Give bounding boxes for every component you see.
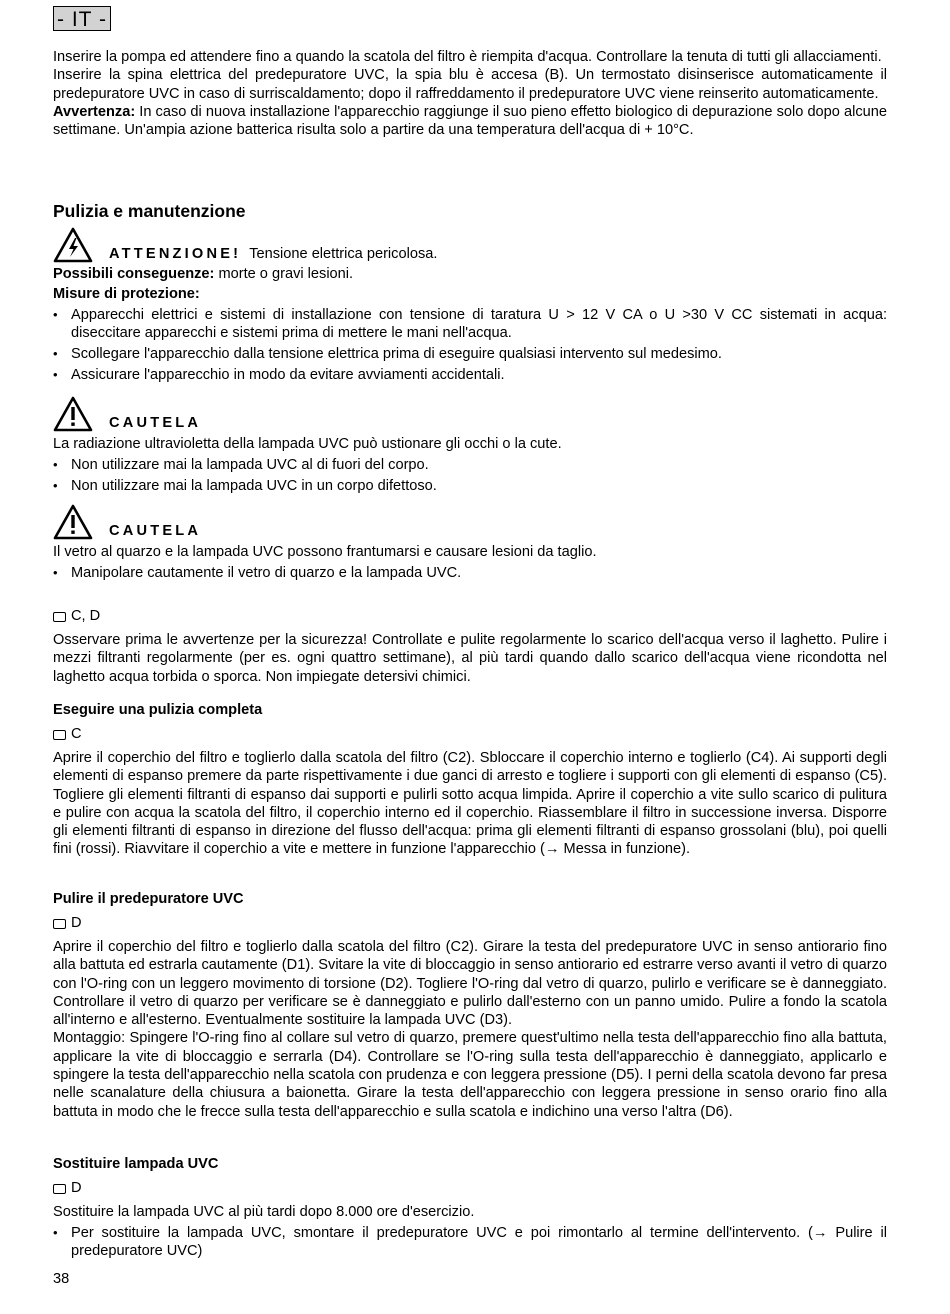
intro-paragraph-3 (53, 103, 887, 140)
figure-reference-label: C, D (71, 607, 101, 624)
caution-signal-word: CAUTELA (109, 415, 202, 431)
list-item: • Apparecchi elettrici e sistemi di installazione con tensione di taratura U > 12 V CA o U >30 V CC sistemati in acqua: diseccitare apparecchi e sistemi prima di mettere le mani nell'acqua. (53, 306, 887, 343)
list-item: • Per sostituire la lampada UVC, smontare il predepuratore UVC e poi rimontarlo al termine dell'intervento. (→ Pulire il predepuratore UVC) (53, 1224, 887, 1261)
section-title: Pulizia e manutenzione (53, 201, 246, 221)
caution-signal-word: CAUTELA (109, 523, 202, 539)
language-tag: - IT - (53, 6, 111, 31)
subsection-title: Sostituire lampada UVC (53, 1156, 219, 1172)
list-item: • Non utilizzare mai la lampada UVC in un corpo difettoso. (53, 477, 887, 495)
figure-reference (53, 607, 887, 625)
full-cleaning-section (53, 701, 887, 859)
figure-reference (53, 725, 887, 743)
page-number: 38 (53, 1271, 70, 1287)
caution-warning-icon (53, 504, 93, 540)
lamp-replace-section (53, 1155, 887, 1260)
list-item: • Assicurare l'apparecchio in modo da evitare avviamenti accidentali. (53, 366, 887, 384)
figure-reference-label: C (71, 725, 82, 742)
general-cleaning-text: Osservare prima le avvertenze per la sicurezza! Controllate e pulite regolarmente lo scarico dell'acqua verso il laghetto. Pulire i mezzi filtranti regolarmente (per es. ogni quattro settimane), al più tardi quando dallo scarico dell'acqua viene ricondotta nel laghetto acqua torbida o sporca. Non impiegate detersivi chimici. (53, 632, 887, 685)
uvc-cleaning-section (53, 890, 887, 1121)
notice-label: Avvertenza: (53, 103, 136, 120)
consequences-text: morte o gravi lesioni. (214, 266, 354, 282)
lamp-replace-list (53, 1224, 887, 1261)
book-icon (53, 1184, 66, 1194)
figure-reference-label: D (71, 914, 82, 931)
list-item: • Non utilizzare mai la lampada UVC al di fuori del corpo. (53, 456, 887, 474)
intro-paragraph-2: Inserire la spina elettrica del predepuratore UVC, la spia blu è accesa (B). Un termostato disinserisce automaticamente il predepuratore UVC in caso di surriscaldamento; dopo il raffreddamento il predepuratore UVC viene reinserito automaticamente. (53, 67, 887, 102)
lamp-replace-text: Sostituire la lampada UVC al più tardi dopo 8.000 ore d'esercizio. (53, 1204, 475, 1220)
danger-warning-block (53, 225, 887, 384)
caution-block-quartz (53, 502, 887, 582)
book-icon (53, 612, 66, 622)
subsection-title: Pulire il predepuratore UVC (53, 891, 244, 907)
book-icon (53, 919, 66, 929)
caution-text: La radiazione ultravioletta della lampada UVC può ustionare gli occhi o la cute. (53, 436, 562, 452)
danger-signal-word: ATTENZIONE! (109, 246, 242, 262)
danger-text: Tensione elettrica pericolosa. (249, 245, 438, 262)
subsection-title: Eseguire una pulizia completa (53, 702, 263, 718)
measures-label: Misure di protezione: (53, 286, 200, 303)
list-item: • Scollegare l'apparecchio dalla tensione elettrica prima di eseguire qualsiasi intervento sul medesimo. (53, 345, 887, 363)
figure-reference (53, 1179, 887, 1197)
high-voltage-warning-icon (53, 227, 93, 263)
uvc-cleaning-text: Aprire il coperchio del filtro e toglierlo dalla scatola del filtro (C2). Girare la testa del predepuratore UVC in senso antiorario fino alla battuta ed estrarla cautamente (D1). Svitare la vite di bloccaggio in senso antiorario ed estrarre verso avanti il vetro di quarzo con l'O-ring con un leggero movimento di torsione (D2). Togliere l'O-ring dal vetro di quarzo, pulirlo e verificare se è danneggiato. Controllare il vetro di quarzo per verificare se è danneggiato e pulirlo dall'esterno con un panno umido. Pulire a fondo la scatola all'interno e all'esterno. Eventualmente sostituire la lampada UVC (D3). (53, 939, 887, 1029)
caution-warning-icon (53, 396, 93, 432)
notice-text: In caso di nuova installazione l'apparecchio raggiunge il suo pieno effetto biologico di depurazione solo dopo alcune settimane. Un'ampia azione batterica risulta solo a partire da una temperatura dell'acqua di + 10°C. (53, 103, 887, 139)
intro-section (53, 48, 887, 139)
caution-list (53, 564, 887, 582)
list-item: • Manipolare cautamente il vetro di quarzo e la lampada UVC. (53, 564, 887, 582)
figure-reference-label: D (71, 1179, 82, 1196)
consequences-line (53, 265, 887, 283)
book-icon (53, 730, 66, 740)
intro-paragraph-1: Inserire la pompa ed attendere fino a quando la scatola del filtro è riempita d'acqua. Controllare la tenuta di tutti gli allacciamenti. (53, 49, 882, 65)
danger-measures-list (53, 306, 887, 384)
general-cleaning (53, 607, 887, 686)
full-cleaning-text: Aprire il coperchio del filtro e toglierlo dalla scatola del filtro (C2). Sbloccare il coperchio interno e toglierlo (C4). Ai supporti degli elementi di espanso premere da parte rispettivamente i due ganci di arresto e togliere i supporti con gli elementi di espanso (C5). Togliere gli elementi filtranti di espanso dai supporti e pulirli sotto acqua limpida. Aprire il coperchio a vite sullo scarico di pulitura e pulire con acqua la scatola del filtro, il coperchio interno ed il coperchio. Riassemblare il filtro in successione inversa. Disporre gli elementi filtranti di espanso in direzione del flusso dell'acqua: prima gli elementi filtranti di espanso grossolani (blu), poi quelli fini (rossi). Riavvitare il coperchio a vite e mettere in funzione l'apparecchio (→ Messa in funzione). (53, 750, 887, 858)
figure-reference (53, 914, 887, 932)
uvc-assembly-text: Montaggio: Spingere l'O-ring fino al collare sul vetro di quarzo, premere quest'ultimo nella testa dell'apparecchio fino alla battuta, applicare la vite di bloccaggio e serrarla (D4). Controllare se l'O-ring sulla testa dell'apparecchio è danneggiato, applicarlo e spingere la testa dell'apparecchio nella scatola con prudenza e con leggera pressione (D5). I perni della scatola devono far presa nelle scanalature della chiusura a baionetta. Girare la testa dell'apparecchio con leggera pressione in senso orario fino alla battuta in modo che le frecce sulla testa dell'apparecchio e sulla scatola e indichino una verso l'altra (D6). (53, 1030, 887, 1120)
caution-text: Il vetro al quarzo e la lampada UVC possono frantumarsi e causare lesioni da taglio. (53, 544, 597, 560)
caution-list (53, 456, 887, 495)
caution-block-uv (53, 394, 887, 495)
consequences-label: Possibili conseguenze: (53, 266, 215, 282)
